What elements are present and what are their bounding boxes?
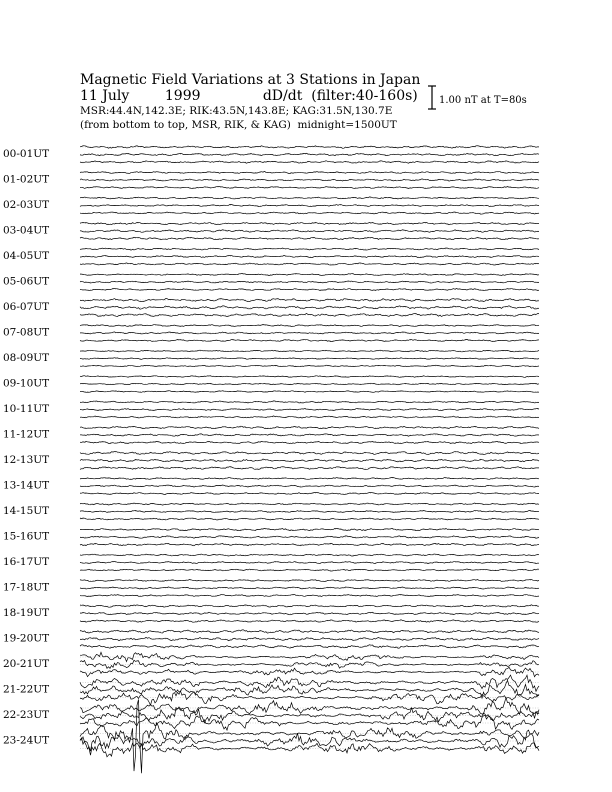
station-trace-msr xyxy=(80,416,539,418)
station-trace-msr xyxy=(80,645,539,648)
station-trace-rik xyxy=(80,281,539,283)
station-trace-kag xyxy=(80,350,539,352)
hour-label: 20-21UT xyxy=(3,658,50,670)
station-trace-kag xyxy=(80,700,539,774)
hour-label: 02-03UT xyxy=(3,199,50,211)
station-trace-rik xyxy=(80,179,539,181)
hour-label: 11-12UT xyxy=(3,428,50,441)
station-trace-rik xyxy=(80,383,539,385)
hour-label: 08-09UT xyxy=(3,352,50,364)
hour-label: 10-11UT xyxy=(3,403,50,415)
hour-labels xyxy=(3,148,49,747)
stations-line: MSR:44.4N,142.3E; RIK:43.5N,143.8E; KAG:31.5N,130.7E xyxy=(80,105,393,117)
hour-label: 03-04UT xyxy=(3,224,50,237)
station-trace-rik xyxy=(80,562,539,564)
station-trace-rik xyxy=(80,587,539,589)
hour-label: 09-10UT xyxy=(3,377,50,390)
hour-label: 22-23UT xyxy=(3,709,50,721)
station-trace-msr xyxy=(80,212,539,214)
station-trace-kag xyxy=(80,554,539,556)
station-trace-msr xyxy=(80,595,539,597)
station-trace-msr xyxy=(80,365,539,367)
scale-bar-label: 1.00 nT at T=80s xyxy=(439,95,527,106)
hour-label: 13-14UT xyxy=(3,479,50,492)
hour-label: 07-08UT xyxy=(3,326,50,339)
station-trace-rik xyxy=(80,660,539,668)
station-trace-msr xyxy=(80,161,539,164)
station-trace-kag xyxy=(80,401,539,403)
scale-bar xyxy=(428,86,436,109)
date-year: 1999 xyxy=(164,88,201,104)
station-trace-rik xyxy=(80,230,539,233)
hour-label: 00-01UT xyxy=(3,148,50,160)
station-trace-msr xyxy=(80,237,539,239)
hour-label: 23-24UT xyxy=(3,734,50,747)
station-trace-rik xyxy=(80,637,539,640)
hour-label: 01-02UT xyxy=(3,173,50,186)
station-trace-kag xyxy=(80,452,539,455)
station-trace-msr xyxy=(80,543,539,546)
station-trace-kag xyxy=(80,580,539,582)
midnight-note: midnight=1500UT xyxy=(297,119,397,131)
hour-label: 14-15UT xyxy=(3,505,50,517)
station-trace-rik xyxy=(80,485,539,487)
station-trace-msr xyxy=(80,738,539,757)
hour-label: 12-13UT xyxy=(3,454,50,466)
order-note: (from bottom to top, MSR, RIK, & KAG) xyxy=(80,119,291,131)
station-trace-kag xyxy=(80,426,539,429)
hour-label: 18-19UT xyxy=(3,607,50,619)
hour-label: 17-18UT xyxy=(3,581,50,594)
quantity-label: dD/dt xyxy=(262,88,303,104)
chart-title: Magnetic Field Variations at 3 Stations in Japan xyxy=(80,72,421,88)
station-trace-rik xyxy=(80,730,539,751)
hour-label: 04-05UT xyxy=(3,250,50,262)
hour-label: 15-16UT xyxy=(3,530,50,543)
station-trace-rik xyxy=(80,332,539,334)
station-trace-kag xyxy=(80,299,539,302)
filter-label: (filter:40-160s) xyxy=(311,88,418,104)
station-trace-rik xyxy=(80,204,539,206)
hour-label: 05-06UT xyxy=(3,275,50,288)
hour-label: 21-22UT xyxy=(3,683,50,696)
station-trace-msr xyxy=(80,467,539,470)
hour-label: 19-20UT xyxy=(3,632,50,645)
station-trace-msr xyxy=(80,715,539,730)
station-trace-kag xyxy=(80,630,539,633)
station-trace-msr xyxy=(80,518,539,520)
station-trace-msr xyxy=(80,391,539,393)
station-trace-rik xyxy=(80,306,539,309)
station-trace-kag xyxy=(80,146,539,149)
station-trace-kag xyxy=(80,222,539,224)
hour-label: 06-07UT xyxy=(3,301,50,313)
station-trace-kag xyxy=(80,503,539,505)
station-trace-msr xyxy=(80,691,539,705)
station-trace-msr xyxy=(80,620,539,622)
hour-label: 16-17UT xyxy=(3,556,50,568)
station-traces xyxy=(80,146,539,774)
date-day: 11 July xyxy=(80,88,130,104)
station-trace-rik xyxy=(80,612,539,615)
station-trace-msr xyxy=(80,667,539,677)
station-trace-kag xyxy=(80,273,539,275)
station-trace-msr xyxy=(80,187,539,189)
station-trace-kag xyxy=(80,478,539,480)
